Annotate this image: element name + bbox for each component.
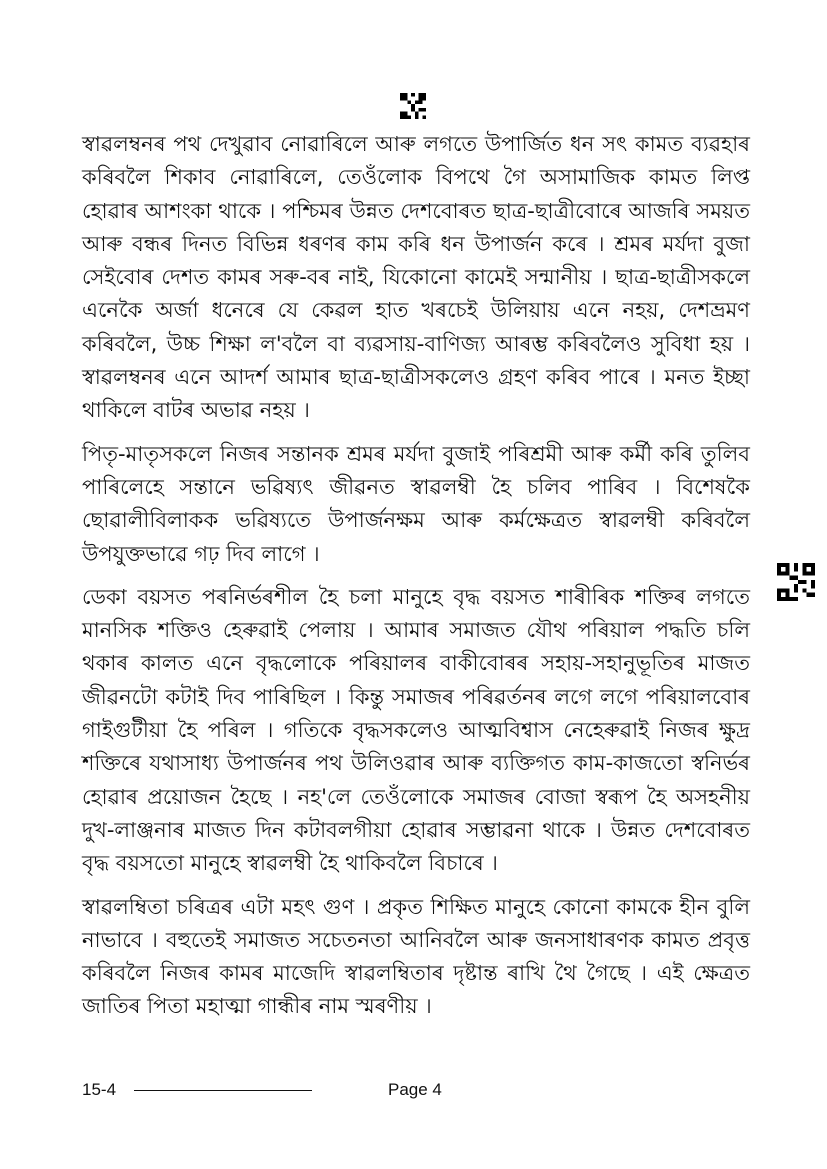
qr-code-icon xyxy=(777,563,815,601)
document-body xyxy=(82,128,750,1034)
paragraph-parents-role: পিতৃ-মাতৃসকলে নিজৰ সন্তানক শ্ৰমৰ মৰ্যদা বুজাই পৰিশ্ৰমী আৰু কৰ্মী কৰি তুলিব পাৰিলেহে সন্তানে ভৱিষ্যৎ জীৱনত স্বাৱলম্বী হৈ চলিব পাৰিব । বিশেষকৈ ছোৱালীবিলাকক ভৱিষ্যতে উপাৰ্জনক্ষম আৰু কৰ্মক্ষেত্ৰত স্বাৱলম্বী কৰিবলৈ উপযুক্তভাৱে গঢ় দিব লাগে । xyxy=(82,441,750,566)
paragraph-elderly-self-reliance: ডেকা বয়সত পৰনিৰ্ভৰশীল হৈ চলা মানুহে বৃদ্ধ বয়সত শাৰীৰিক শক্তিৰ লগতে মানসিক শক্তিও হেৰুৱাই পেলায় । আমাৰ সমাজত যৌথ পৰিয়াল পদ্ধতি চলি থকাৰ কালত এনে বৃদ্ধলোকে পৰিয়ালৰ বাকীবোৰৰ সহায়-সহানুভূতিৰ মাজত জীৱনটো কটাই দিব পাৰিছিল । কিন্তু সমাজৰ পৰিৱৰ্তনৰ লগে লগে পৰিয়ালবোৰ গাইগুটীয়া হৈ পৰিল । গতিকে বৃদ্ধসকলেও আত্মবিশ্বাস নেহেৰুৱাই নিজৰ ক্ষুদ্ৰ শক্তিৰে যথাসাধ্য উপাৰ্জনৰ পথ উলিওৱাৰ আৰু ব্যক্তিগত কাম-কাজতো স্বনিৰ্ভৰ হোৱাৰ প্ৰয়োজন হৈছে । নহ'লে তেওঁলোকে সমাজৰ বোজা স্বৰূপ হৈ অসহনীয় দুখ-লাঞ্জনাৰ মাজত দিন কটাবলগীয়া হোৱাৰ সম্ভাৱনা থাকে । উন্নত দেশবোৰত বৃদ্ধ বয়সতো মানুহে স্বাৱলম্বী হৈ থাকিবলৈ বিচাৰে । xyxy=(82,584,750,876)
page-number: Page 4 xyxy=(388,1080,442,1099)
footer-divider xyxy=(134,1090,312,1091)
qr-code-icon xyxy=(400,93,426,119)
paragraph-character-virtue: স্বাৱলম্বিতা চৰিত্ৰৰ এটা মহৎ গুণ । প্ৰকৃত শিক্ষিত মানুহে কোনো কামকে হীন বুলি নাভাবে । বহুতেই সমাজত সচেতনতা আনিবলৈ আৰু জনসাধাৰণক কামত প্ৰবৃত্ত কৰিবলৈ নিজৰ কামৰ মাজেদি স্বাৱলম্বিতাৰ দৃষ্টান্ত ৰাখি থৈ গৈছে । এই ক্ষেত্ৰত জাতিৰ পিতা মহাত্মা গান্ধীৰ নাম স্মৰণীয় । xyxy=(82,894,750,1019)
paragraph-self-reliance-students: স্বাৱলম্বনৰ পথ দেখুৱাব নোৱাৰিলে আৰু লগতে উপাৰ্জিত ধন সৎ কামত ব্যৱহাৰ কৰিবলৈ শিকাব নোৱাৰিলে, তেওঁলোক বিপথে গৈ অসামাজিক কামত লিপ্ত হোৱাৰ আশংকা থাকে । পশ্চিমৰ উন্নত দেশবোৰত ছাত্ৰ-ছাত্ৰীবোৰে আজৰি সময়ত আৰু বন্ধৰ দিনত বিভিন্ন ধৰণৰ কাম কৰি ধন উপাৰ্জন কৰে । শ্ৰমৰ মৰ্যদা বুজা সেইবোৰ দেশত কামৰ সৰু-বৰ নাই, যিকোনো কামেই সন্মানীয় । ছাত্ৰ-ছাত্ৰীসকলে এনেকৈ অৰ্জা ধনেৰে যে কেৱল হাত খৰচেই উলিয়ায় এনে নহয়, দেশভ্ৰমণ কৰিবলৈ, উচ্চ শিক্ষা ল'বলৈ বা ব্যৱসায়-বাণিজ্য আৰম্ভ কৰিবলৈও সুবিধা হয় । স্বাৱলম্বনৰ এনে আদৰ্শ আমাৰ ছাত্ৰ-ছাত্ৰীসকলেও গ্ৰহণ কৰিব পাৰে । মনত ইচ্ছা থাকিলে বাটৰ অভাৱ নহয় । xyxy=(82,132,750,423)
page-code: 15-4 xyxy=(82,1080,117,1099)
